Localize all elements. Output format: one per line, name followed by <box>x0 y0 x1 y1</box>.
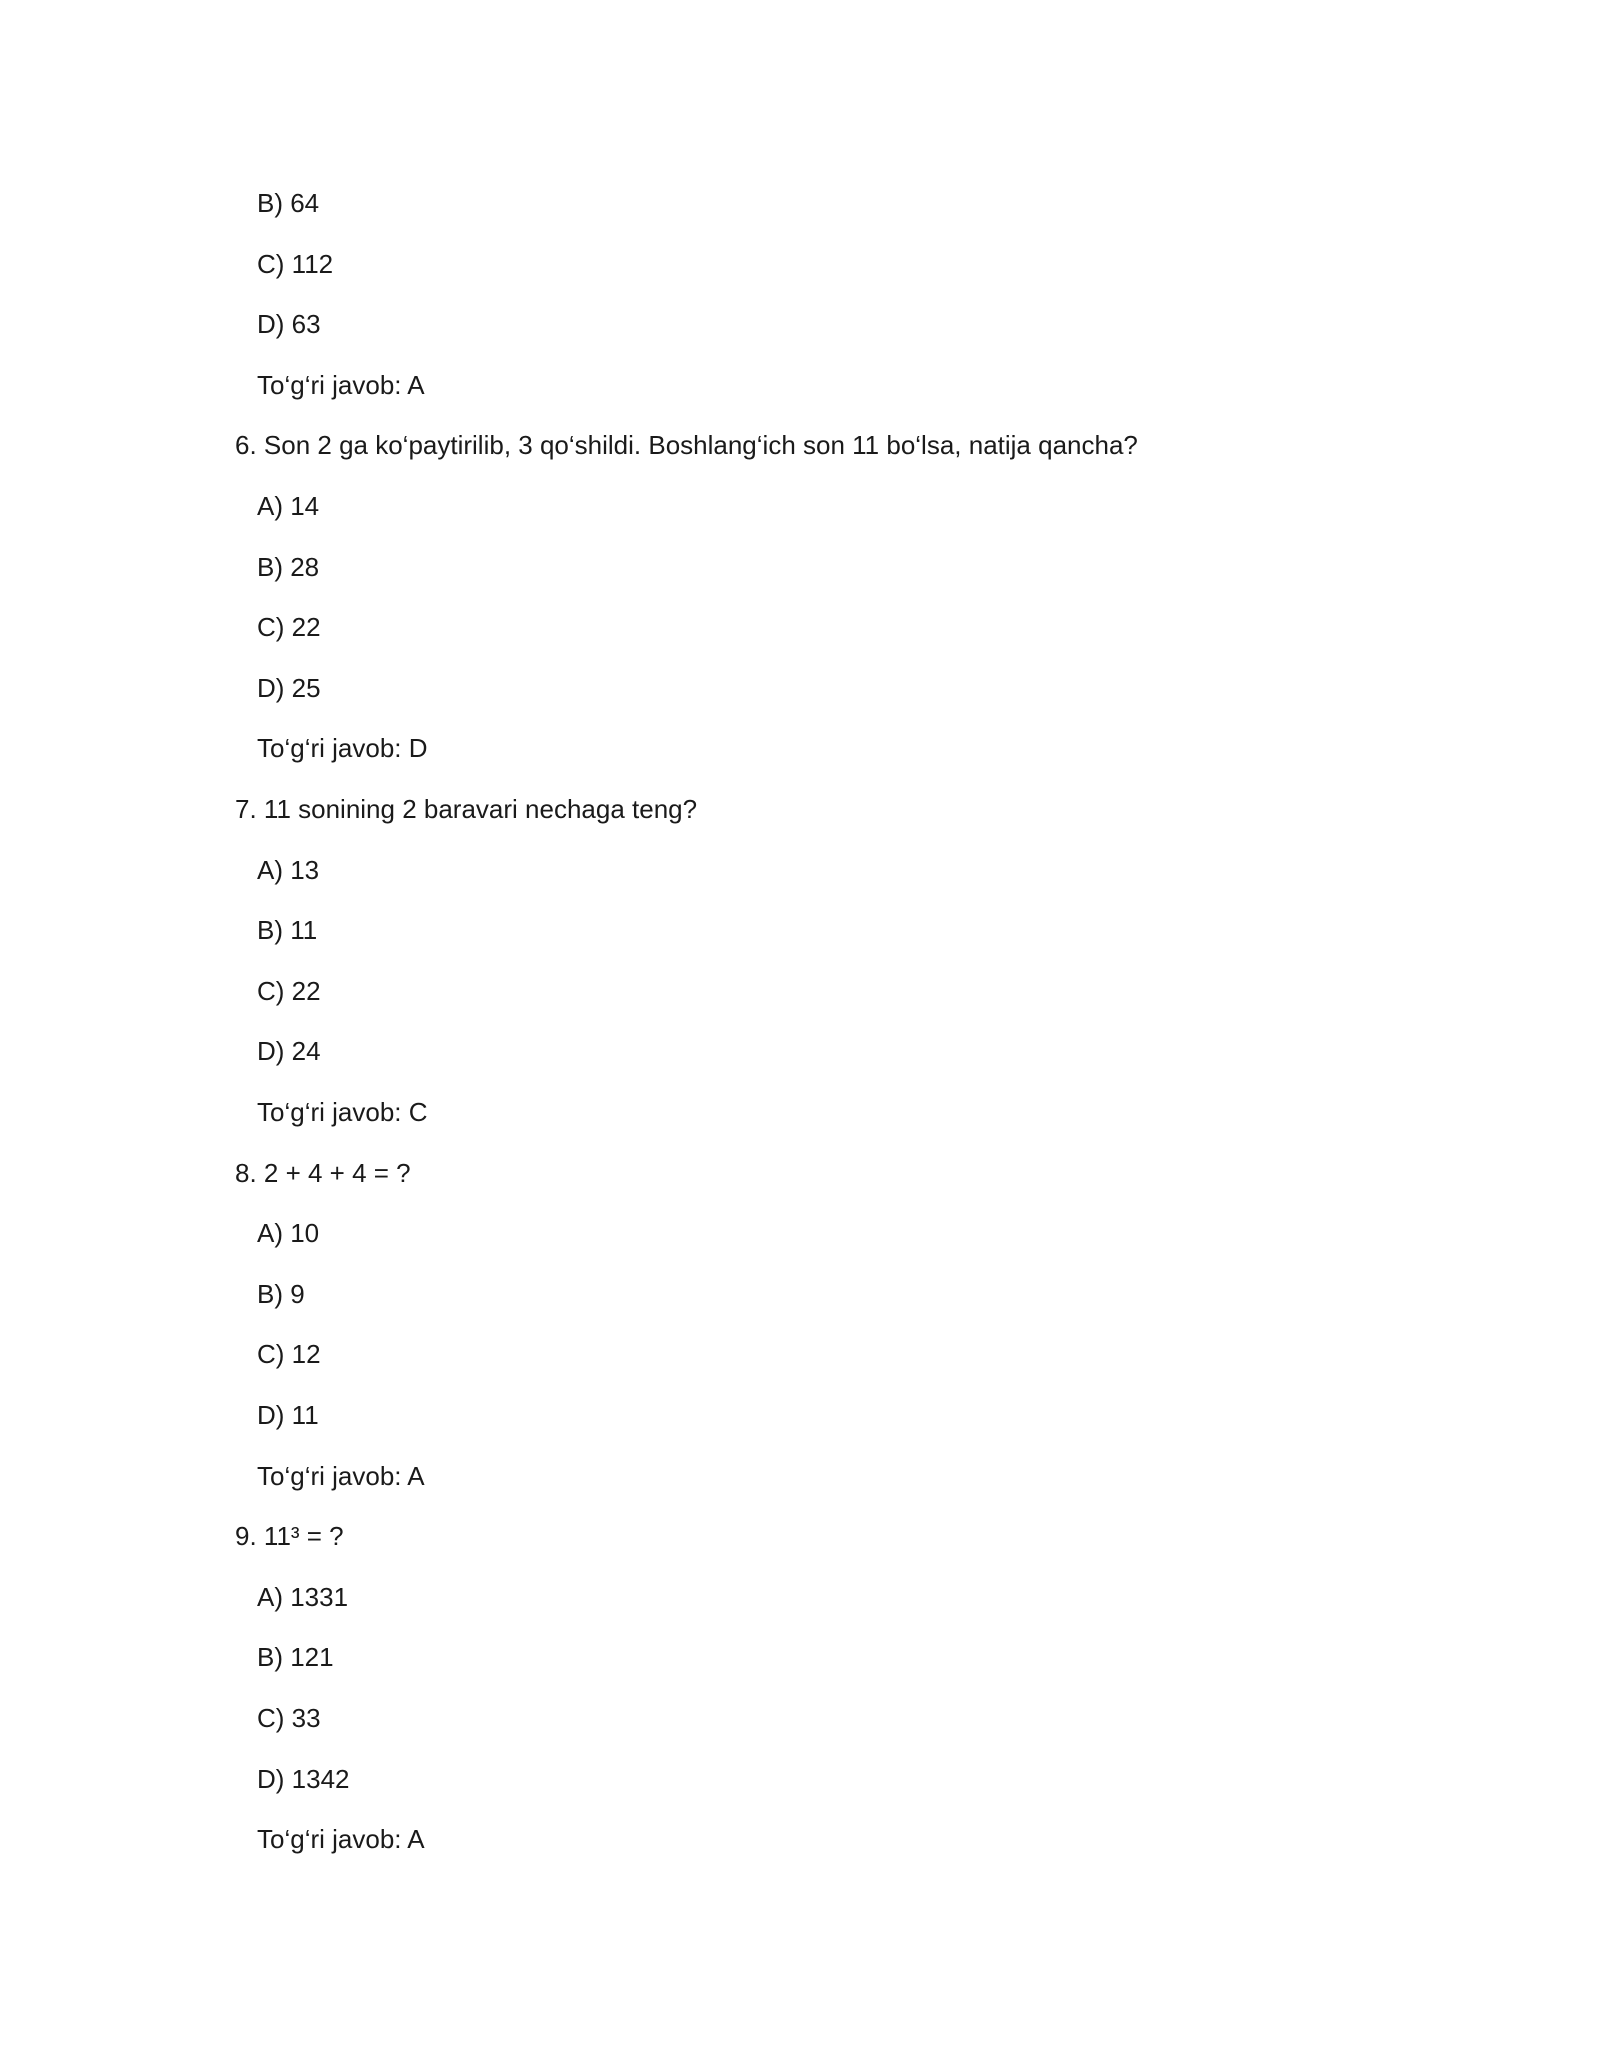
correct-answer-text: To‘g‘ri javob: A <box>257 369 425 400</box>
answer-option: A) 14 <box>257 491 320 521</box>
answer-option: D) 63 <box>257 309 321 340</box>
answer-option: B) 64 <box>257 188 320 218</box>
answer-option: B) 121 <box>257 1642 334 1673</box>
correct-answer-text: To‘g‘ri javob: A <box>257 1824 425 1855</box>
answer-option: D) 1342 <box>257 1763 350 1794</box>
answer-option: C) 22 <box>257 975 321 1006</box>
answer-option: C) 33 <box>257 1703 321 1733</box>
answer-option: D) 25 <box>257 672 321 703</box>
question-text: 6. Son 2 ga ko‘paytirilib, 3 qo‘shildi. Boshlang‘ich son 11 bo‘lsa, natija qancha? <box>235 430 1138 461</box>
question-text: 9. 11³ = ? <box>235 1521 344 1552</box>
answer-option: D) 11 <box>257 1400 319 1430</box>
correct-answer-text: To‘g‘ri javob: A <box>257 1460 425 1491</box>
answer-option: D) 24 <box>257 1036 321 1067</box>
answer-option: A) 1331 <box>257 1581 349 1612</box>
answer-option: B) 9 <box>257 1278 305 1309</box>
answer-option: C) 12 <box>257 1339 321 1370</box>
answer-option: C) 22 <box>257 612 321 643</box>
answer-option: B) 28 <box>257 551 320 582</box>
answer-option: A) 10 <box>257 1218 320 1249</box>
question-text: 7. 11 sonining 2 baravari nechaga teng? <box>235 794 698 824</box>
answer-option: A) 13 <box>257 854 320 885</box>
answer-option: C) 112 <box>257 248 334 279</box>
correct-answer-text: To‘g‘ri javob: C <box>257 1097 428 1127</box>
correct-answer-text: To‘g‘ri javob: D <box>257 733 428 764</box>
question-text: 8. 2 + 4 + 4 = ? <box>235 1157 411 1188</box>
answer-option: B) 11 <box>257 915 318 946</box>
